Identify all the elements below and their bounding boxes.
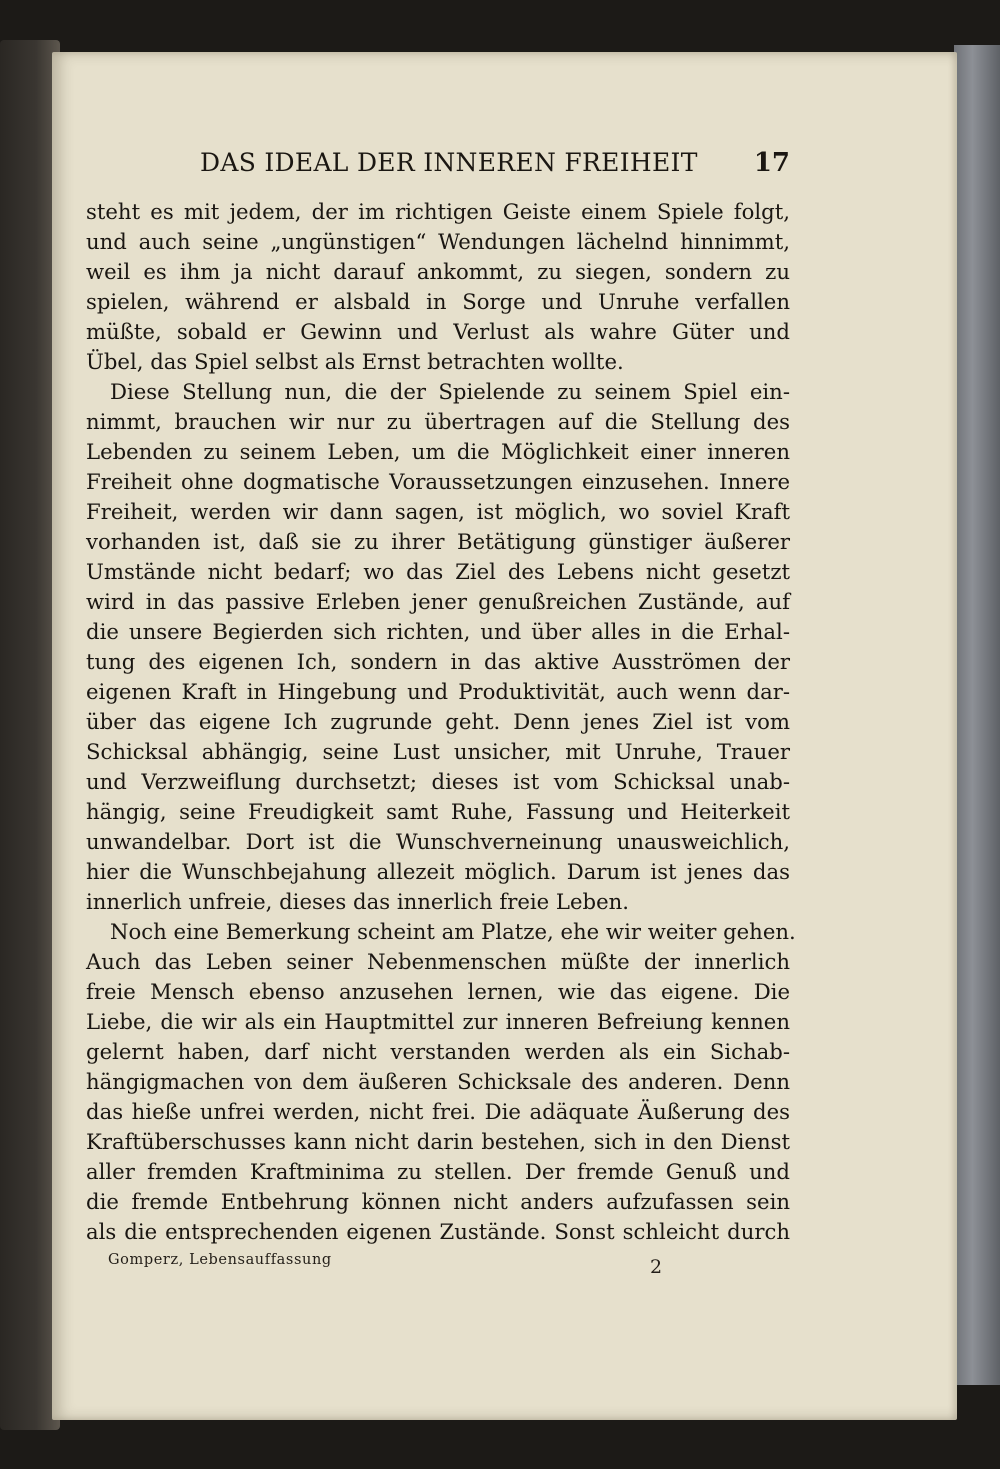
running-head <box>200 148 790 184</box>
text-line: Diese Stellung nun, die der Spielende zu seinem Spiel ein- <box>110 379 790 404</box>
text-line: und auch seine „ungünstigen“ Wendungen lächelnd hinnimmt, <box>86 229 790 254</box>
text-line: Umstände nicht bedarf; wo das Ziel des Lebens nicht gesetzt <box>86 559 790 584</box>
text-line: weil es ihm ja nicht darauf ankommt, zu siegen, sondern zu <box>86 259 790 284</box>
text-line: die unsere Begierden sich richten, und über alles in die Erhal- <box>86 619 790 644</box>
body-text <box>86 197 796 1247</box>
text-line: unwandelbar. Dort ist die Wunschverneinung unausweichlich, <box>86 829 790 854</box>
text-line: spielen, während er alsbald in Sorge und Unruhe verfallen <box>86 289 790 314</box>
text-line: tung des eigenen Ich, sondern in das aktive Ausströmen der <box>86 649 790 674</box>
text-line: Freiheit ohne dogmatische Voraussetzungen einzusehen. Innere <box>86 469 790 494</box>
text-line: steht es mit jedem, der im richtigen Geiste einem Spiele folgt, <box>86 199 790 224</box>
text-line: als die entsprechenden eigenen Zustände. Sonst schleicht durch <box>86 1219 790 1244</box>
text-line: das hieße unfrei werden, nicht frei. Die adäquate Äußerung des <box>86 1099 790 1124</box>
text-line: eigenen Kraft in Hingebung und Produktivität, auch wenn dar- <box>86 679 790 704</box>
text-line: Schicksal abhängig, seine Lust unsicher, mit Unruhe, Trauer <box>86 739 790 764</box>
text-line: über das eigene Ich zugrunde geht. Denn jenes Ziel ist vom <box>86 709 790 734</box>
text-line: innerlich unfreie, dieses das innerlich freie Leben. <box>86 889 630 914</box>
text-line: vorhanden ist, daß sie zu ihrer Betätigung günstiger äußerer <box>86 529 790 554</box>
text-line: hängig, seine Freudigkeit samt Ruhe, Fassung und Heiterkeit <box>86 799 790 824</box>
signature-mark: 2 <box>650 1256 663 1278</box>
text-line: aller fremden Kraftminima zu stellen. Der fremde Genuß und <box>86 1159 790 1184</box>
book-cover-left-edge <box>0 40 60 1430</box>
printer-signature: Gomperz, Lebensauffassung <box>108 1252 332 1268</box>
book-cover-right-edge <box>954 45 1000 1385</box>
text-line: Übel, das Spiel selbst als Ernst betrachten wollte. <box>86 349 624 374</box>
running-title: DAS IDEAL DER INNEREN FREIHEIT <box>200 148 698 177</box>
text-line: gelernt haben, darf nicht verstanden werden als ein Sichab- <box>86 1039 790 1064</box>
text-line: Auch das Leben seiner Nebenmenschen müßte der innerlich <box>86 949 790 974</box>
text-line: Kraftüberschusses kann nicht darin bestehen, sich in den Dienst <box>86 1129 790 1154</box>
text-line: Freiheit, werden wir dann sagen, ist möglich, wo soviel Kraft <box>86 499 790 524</box>
text-line: hängigmachen von dem äußeren Schicksale des anderen. Denn <box>86 1069 790 1094</box>
text-line: hier die Wunschbejahung allezeit möglich. Darum ist jenes das <box>86 859 790 884</box>
text-line: Lebenden zu seinem Leben, um die Möglichkeit einer inneren <box>86 439 790 464</box>
text-line: die fremde Entbehrung können nicht anders aufzufassen sein <box>86 1189 790 1214</box>
text-line: Liebe, die wir als ein Hauptmittel zur inneren Befreiung kennen <box>86 1009 790 1034</box>
page-number: 17 <box>753 148 790 178</box>
text-line: freie Mensch ebenso anzusehen lernen, wie das eigene. Die <box>86 979 790 1004</box>
text-line: wird in das passive Erleben jener genußreichen Zustände, auf <box>86 589 790 614</box>
text-line: Noch eine Bemerkung scheint am Platze, ehe wir weiter gehen. <box>110 919 796 944</box>
text-line: müßte, sobald er Gewinn und Verlust als wahre Güter und <box>86 319 790 344</box>
text-line: und Verzweiflung durchsetzt; dieses ist vom Schicksal unab- <box>86 769 790 794</box>
text-line: nimmt, brauchen wir nur zu übertragen auf die Stellung des <box>86 409 790 434</box>
